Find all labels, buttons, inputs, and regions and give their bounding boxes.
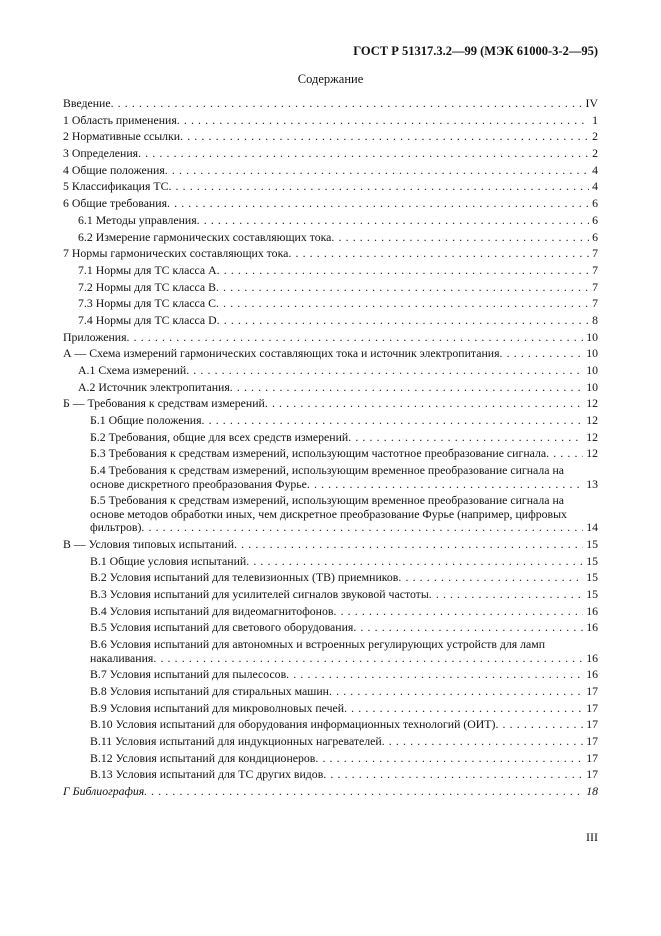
toc-entry-page: IV	[583, 97, 598, 111]
toc-entry[interactable]	[63, 231, 598, 245]
toc-entry-page: 7	[589, 281, 598, 295]
toc-entry[interactable]	[63, 785, 598, 799]
toc-entry-page: 17	[583, 735, 598, 749]
toc-entry[interactable]	[63, 414, 598, 428]
toc-entry-title: В.7 Условия испытаний для пылесосов . . .	[90, 668, 286, 681]
toc-entry[interactable]	[63, 494, 598, 535]
toc-entry-page: 6	[589, 214, 598, 228]
toc-entry-page: 16	[583, 652, 598, 666]
toc-entry[interactable]	[63, 281, 598, 295]
toc-entry-page: 17	[583, 752, 598, 766]
toc-entry-page: 17	[583, 718, 598, 732]
toc-entry[interactable]	[63, 702, 598, 716]
toc-entry-title: А — Схема измерений гармонических составляющих тока и источник электропитания . . .	[63, 347, 500, 360]
toc-entry-page: 4	[589, 180, 598, 194]
toc-entry-title: Введение . . .	[63, 97, 111, 110]
toc-entry-title: 1 Область применения . . .	[63, 114, 177, 127]
toc-entry-title: Б.5 Требования к средствам измерений, использующим временное преобразование сигнала на основе методов обработки иных, чем дискретное преобразование Фурье (например, цифровых фильтров) . . .	[90, 494, 567, 534]
toc-entry-title: Приложения . . .	[63, 331, 127, 344]
toc-entry-page: 7	[589, 264, 598, 278]
toc-entry-title: В.3 Условия испытаний для усилителей сигналов звуковой частоты . . .	[90, 588, 429, 601]
toc-entry-page: 15	[583, 538, 598, 552]
toc-entry-title: В.5 Условия испытаний для светового оборудования . . .	[90, 621, 353, 634]
toc-entry-title: В.1 Общие условия испытаний . . .	[90, 555, 246, 568]
toc-entry-title: Б — Требования к средствам измерений . . .	[63, 397, 265, 410]
toc-entry-title: 6.2 Измерение гармонических составляющих тока . . .	[78, 231, 331, 244]
toc-entry-title: 7.4 Нормы для ТС класса D . . .	[78, 314, 217, 327]
toc-entry[interactable]	[63, 752, 598, 766]
toc-entry-title: В — Условия типовых испытаний . . .	[63, 538, 234, 551]
toc-entry[interactable]	[63, 621, 598, 635]
toc-entry[interactable]	[63, 314, 598, 328]
toc-entry[interactable]	[63, 431, 598, 445]
toc-entry-title: В.4 Условия испытаний для видеомагнитофонов . . .	[90, 605, 333, 618]
toc-entry[interactable]	[63, 685, 598, 699]
toc-entry-title: Б.1 Общие положения . . .	[90, 414, 202, 427]
toc-entry-title: В.13 Условия испытаний для ТС других видов . . .	[90, 768, 323, 781]
toc-entry[interactable]	[63, 164, 598, 178]
toc-entry-page: 15	[583, 571, 598, 585]
toc-entry[interactable]	[63, 768, 598, 782]
toc-entry[interactable]	[63, 447, 598, 461]
toc-entry[interactable]	[63, 247, 598, 261]
toc-entry[interactable]	[63, 668, 598, 682]
toc-entry[interactable]	[63, 264, 598, 278]
toc-entry-page: 6	[589, 231, 598, 245]
toc-entry-title: А.2 Источник электропитания . . .	[78, 381, 230, 394]
toc-entry-title: В.12 Условия испытаний для кондиционеров . . .	[90, 752, 315, 765]
toc-entry[interactable]	[63, 588, 598, 602]
toc-entry[interactable]	[63, 130, 598, 144]
toc-entry-page: 2	[589, 147, 598, 161]
toc-entry-title: 6.1 Методы управления . . .	[78, 214, 197, 227]
toc-entry-title: 6 Общие требования . . .	[63, 197, 167, 210]
toc-entry-page: 16	[583, 668, 598, 682]
toc-entry-title: 7.1 Нормы для ТС класса A . . .	[78, 264, 217, 277]
toc-entry-page: 10	[583, 331, 598, 345]
toc-entry-title: В.2 Условия испытаний для телевизионных (ТВ) приемников . . .	[90, 571, 398, 584]
toc-entry-page: 7	[589, 247, 598, 261]
toc-entry-page: 2	[589, 130, 598, 144]
toc-entry-title: 7.3 Нормы для ТС класса C . . .	[78, 297, 216, 310]
toc-entry[interactable]	[63, 718, 598, 732]
toc-entry-page: 8	[589, 314, 598, 328]
toc-entry-page: 6	[589, 197, 598, 211]
toc-entry-title: В.11 Условия испытаний для индукционных нагревателей . . .	[90, 735, 382, 748]
toc-entry-title: 7 Нормы гармонических составляющих тока . . .	[63, 247, 288, 260]
toc-entry-page: 4	[589, 164, 598, 178]
toc-entry-page: 1	[589, 114, 598, 128]
toc-entry-page: 16	[583, 621, 598, 635]
toc-entry[interactable]	[63, 735, 598, 749]
toc-entry[interactable]	[63, 147, 598, 161]
toc-entry-page: 12	[583, 447, 598, 461]
toc-entry[interactable]	[63, 297, 598, 311]
toc-entry-page: 13	[583, 478, 598, 492]
toc-entry-title: 7.2 Нормы для ТС класса B . . .	[78, 281, 216, 294]
toc-entry[interactable]	[63, 197, 598, 211]
toc-entry[interactable]	[63, 538, 598, 552]
toc-entry-page: 17	[583, 685, 598, 699]
toc-entry-title: 5 Классификация ТС . . .	[63, 180, 168, 193]
toc-entry[interactable]	[63, 97, 598, 111]
toc-entry[interactable]	[63, 364, 598, 378]
toc-entry-title: В.10 Условия испытаний для оборудования информационных технологий (ОИТ) . . .	[90, 718, 495, 731]
page-title: Содержание	[297, 72, 364, 86]
toc-entry-title: Б.3 Требования к средствам измерений, использующим частотное преобразование сигнала . . .	[90, 447, 546, 460]
toc-entry[interactable]	[63, 214, 598, 228]
toc-entry-title: В.6 Условия испытаний для автономных и встроенных регулирующих устройств для ламп накаливания . . .	[90, 638, 545, 665]
toc-entry-page: 12	[583, 397, 598, 411]
toc-entry-page: 17	[583, 768, 598, 782]
toc-entry-page: 16	[583, 605, 598, 619]
toc-entry-title: 3 Определения . . .	[63, 147, 138, 160]
table-of-contents	[63, 97, 598, 799]
toc-entry[interactable]	[63, 605, 598, 619]
toc-entry[interactable]	[63, 114, 598, 128]
toc-entry-page: 10	[583, 347, 598, 361]
toc-entry-page: 18	[583, 785, 598, 799]
document-header: ГОСТ Р 51317.3.2—99 (МЭК 61000-3-2—95)	[353, 44, 598, 58]
toc-entry-title: Б.2 Требования, общие для всех средств измерений . . .	[90, 431, 348, 444]
toc-entry-title: В.9 Условия испытаний для микроволновых печей . . .	[90, 702, 344, 715]
page-number: III	[586, 830, 598, 844]
toc-entry-title: Г Библиография . . .	[63, 785, 144, 798]
toc-entry-page: 17	[583, 702, 598, 716]
toc-entry-page: 10	[583, 364, 598, 378]
toc-entry-page: 12	[583, 431, 598, 445]
toc-entry-page: 7	[589, 297, 598, 311]
toc-entry-title: А.1 Схема измерений . . .	[78, 364, 186, 377]
toc-entry[interactable]	[63, 555, 598, 569]
toc-entry-title: 2 Нормативные ссылки . . .	[63, 130, 180, 143]
toc-entry[interactable]	[63, 381, 598, 395]
toc-entry[interactable]	[63, 180, 598, 194]
toc-entry[interactable]	[63, 331, 598, 345]
toc-entry-page: 12	[583, 414, 598, 428]
toc-entry-title: Б.4 Требования к средствам измерений, использующим временное преобразование сигнала на основе дискретного преобразования Фурье . . .	[90, 464, 564, 491]
toc-entry[interactable]	[63, 638, 598, 665]
toc-entry[interactable]	[63, 464, 598, 491]
toc-entry-page: 15	[583, 555, 598, 569]
toc-entry-page: 15	[583, 588, 598, 602]
toc-entry[interactable]	[63, 571, 598, 585]
toc-entry-title: В.8 Условия испытаний для стиральных машин . . .	[90, 685, 329, 698]
toc-entry-page: 10	[583, 381, 598, 395]
toc-entry-page: 14	[583, 521, 598, 535]
toc-entry[interactable]	[63, 397, 598, 411]
toc-entry-title: 4 Общие положения . . .	[63, 164, 165, 177]
toc-entry[interactable]	[63, 347, 598, 361]
